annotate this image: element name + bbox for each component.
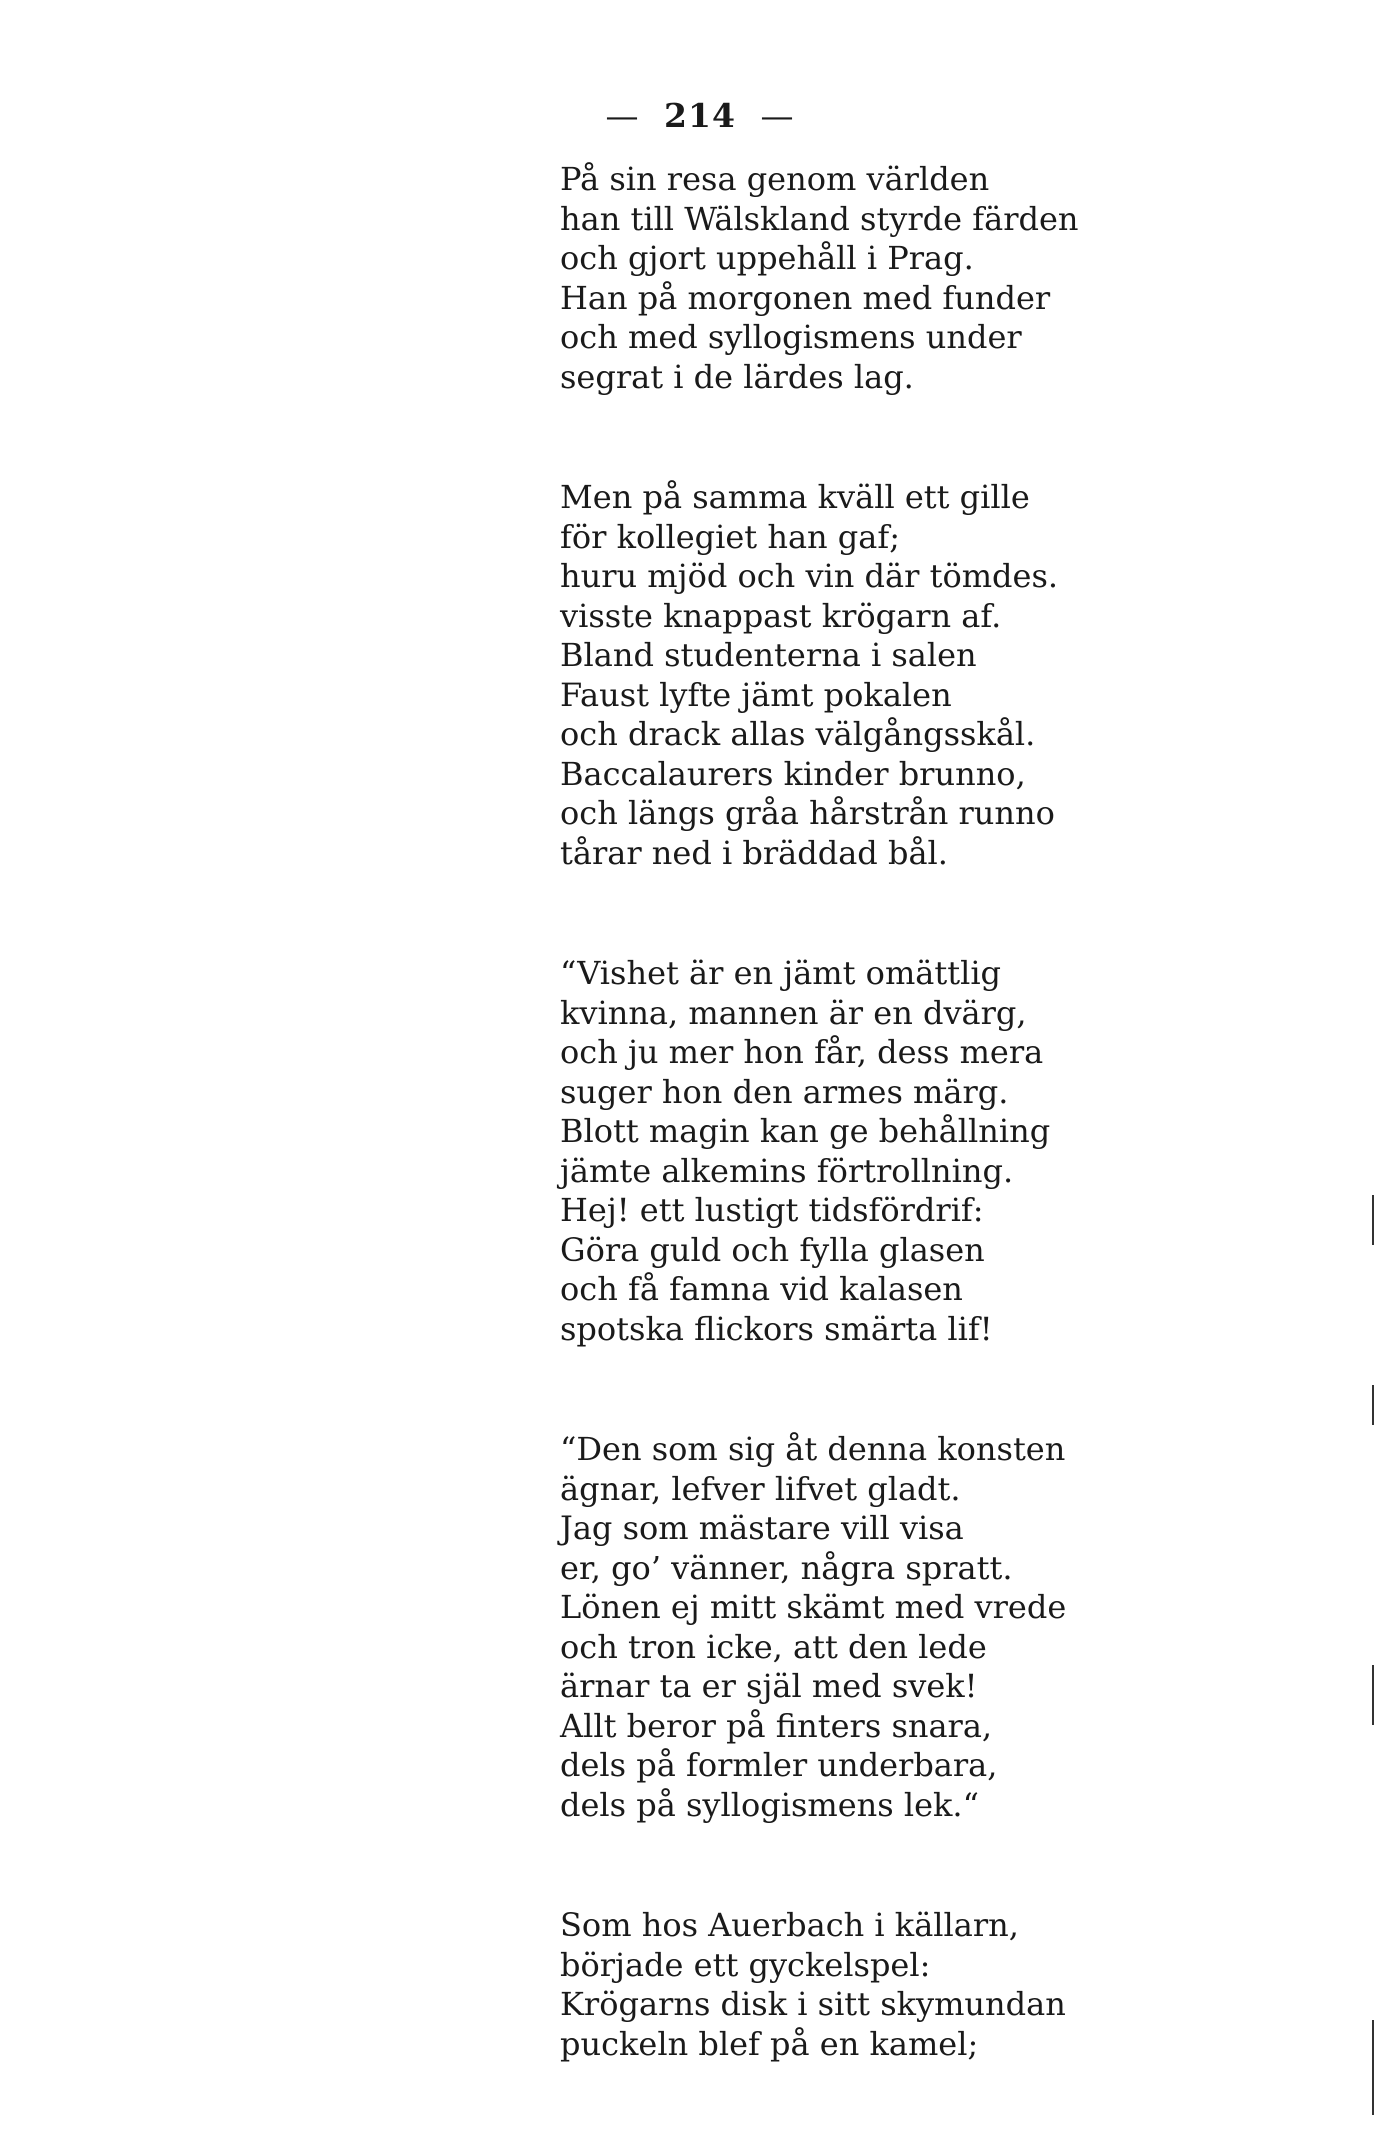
poem-line: På sin resa genom världen bbox=[560, 160, 990, 198]
poem-line: Jag som mästare vill visa bbox=[560, 1509, 964, 1547]
stanza-5 bbox=[560, 1906, 1120, 2064]
poem-line: spotska flickors smärta lif! bbox=[560, 1309, 993, 1348]
poem-line: Hej! ett lustigt tidsfördrif: bbox=[560, 1191, 984, 1229]
scan-edge-mark bbox=[1372, 2020, 1374, 2115]
dash-right: — bbox=[760, 96, 795, 135]
poem-line: han till Wälskland styrde färden bbox=[560, 199, 1079, 238]
poem-line: Baccalaurers kinder brunno, bbox=[560, 754, 1026, 793]
poem-line: Bland studenterna i salen bbox=[560, 636, 977, 674]
poem-line: Lönen ej mitt skämt med vrede bbox=[560, 1588, 1067, 1626]
poem-line: Som hos Auerbach i källarn, bbox=[560, 1906, 1019, 1944]
scan-edge-mark bbox=[1372, 1195, 1374, 1245]
poem-line: och med syllogismens under bbox=[560, 318, 1022, 356]
scan-edge-mark bbox=[1372, 1665, 1374, 1725]
poem-line: visste knappast krögarn af. bbox=[560, 596, 1002, 635]
poem-line: och få famna vid kalasen bbox=[560, 1270, 963, 1308]
poem-line: och drack allas välgångsskål. bbox=[560, 715, 1036, 753]
poem-line: Han på morgonen med funder bbox=[560, 278, 1051, 317]
poem-line: jämte alkemins förtrollning. bbox=[560, 1151, 1014, 1190]
poem-line: ägnar, lefver lifvet gladt. bbox=[560, 1469, 961, 1508]
scan-edge-mark bbox=[1372, 1385, 1374, 1425]
stanza-4 bbox=[560, 1430, 1120, 1825]
page-number: 214 bbox=[664, 96, 736, 135]
poem-line: tårar ned i bräddad bål. bbox=[560, 833, 948, 872]
poem-line: dels på syllogismens lek.“ bbox=[560, 1785, 979, 1824]
poem-line: suger hon den armes märg. bbox=[560, 1072, 1009, 1111]
poem-line: och längs gråa hårstrån runno bbox=[560, 794, 1055, 832]
poem-line: och tron icke, att den lede bbox=[560, 1627, 987, 1666]
poem-line: började ett gyckelspel: bbox=[560, 1945, 931, 1984]
poem-line: Göra guld och fylla glasen bbox=[560, 1230, 985, 1269]
poem-line: dels på formler underbara, bbox=[560, 1746, 998, 1784]
page-header bbox=[0, 96, 1400, 135]
poem-line: och gjort uppehåll i Prag. bbox=[560, 239, 974, 277]
poem-line: Faust lyfte jämt pokalen bbox=[560, 675, 952, 714]
stanza-1 bbox=[560, 160, 1120, 397]
poem-line: och ju mer hon får, dess mera bbox=[560, 1033, 1044, 1071]
poem-line: för kollegiet han gaf; bbox=[560, 517, 900, 556]
poem-body bbox=[560, 160, 1120, 2145]
stanza-2 bbox=[560, 478, 1120, 873]
poem-line: Krögarns disk i sitt skymundan bbox=[560, 1985, 1066, 2023]
dash-left: — bbox=[605, 96, 640, 135]
poem-line: “Vishet är en jämt omättlig bbox=[560, 954, 1002, 992]
poem-line: puckeln blef på en kamel; bbox=[560, 2024, 979, 2063]
stanza-3 bbox=[560, 954, 1120, 1349]
poem-line: Blott magin kan ge behållning bbox=[560, 1112, 1051, 1150]
poem-line: Men på samma kväll ett gille bbox=[560, 478, 1030, 516]
poem-line: ärnar ta er själ med svek! bbox=[560, 1667, 978, 1705]
poem-line: er, go’ vänner, några spratt. bbox=[560, 1548, 1013, 1587]
poem-line: kvinna, mannen är en dvärg, bbox=[560, 993, 1027, 1032]
poem-line: Allt beror på finters snara, bbox=[560, 1706, 993, 1745]
poem-line: “Den som sig åt denna konsten bbox=[560, 1430, 1066, 1468]
poem-line: segrat i de lärdes lag. bbox=[560, 357, 914, 396]
poem-line: huru mjöd och vin där tömdes. bbox=[560, 557, 1059, 595]
